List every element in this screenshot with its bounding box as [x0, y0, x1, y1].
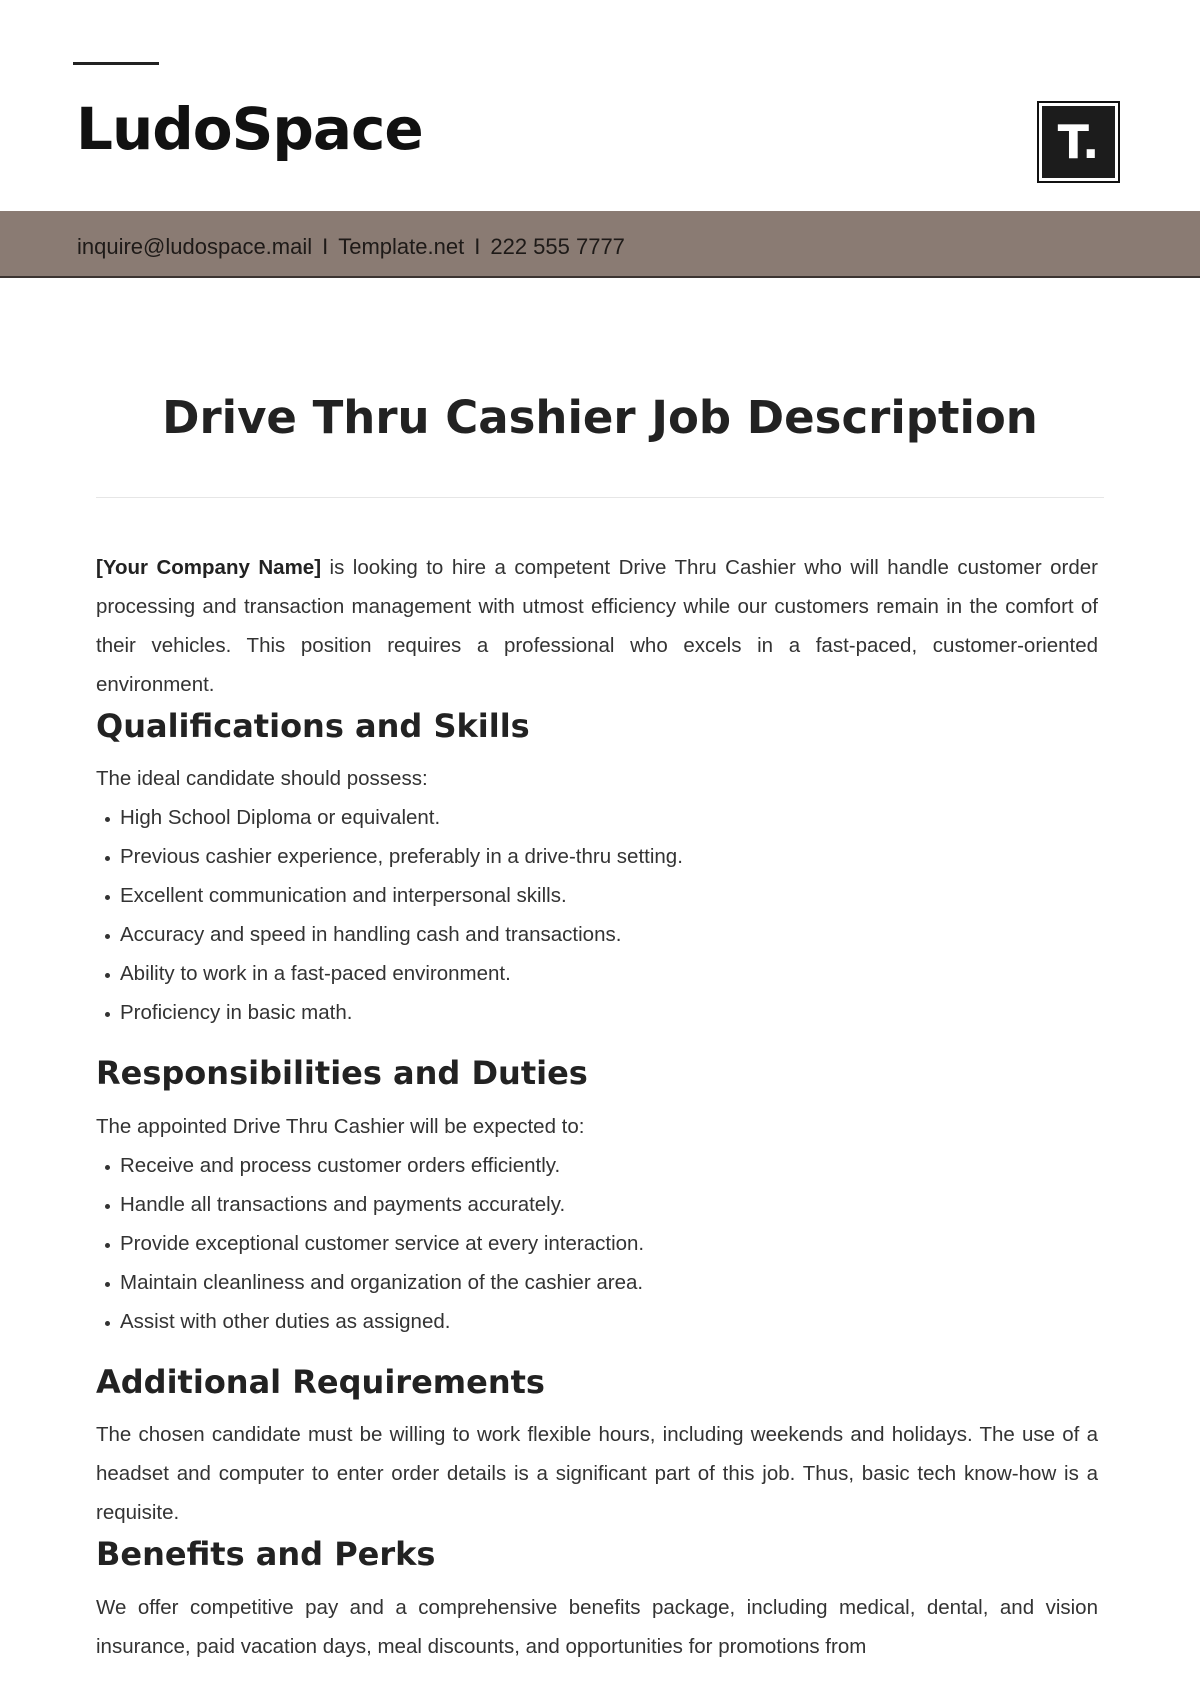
list-item: Proficiency in basic math. [96, 993, 1098, 1032]
contact-band [0, 211, 1200, 278]
section-heading-benefits: Benefits and Perks [96, 1535, 436, 1574]
list-item: Provide exceptional customer service at every interaction. [96, 1224, 1098, 1263]
contact-separator: I [322, 234, 329, 259]
title-divider [96, 497, 1104, 498]
brand-name: LudoSpace [76, 95, 423, 163]
company-name-placeholder: [Your Company Name] [96, 556, 322, 579]
contact-website: Template.net [338, 234, 465, 259]
document-body [96, 548, 1098, 1666]
list-item: Previous cashier experience, preferably in a drive-thru setting. [96, 837, 1098, 876]
contact-line [77, 234, 625, 260]
list-item: Excellent communication and interpersonal skills. [96, 876, 1098, 915]
list-item: Handle all transactions and payments accurately. [96, 1185, 1098, 1224]
section-heading-qualifications: Qualifications and Skills [96, 707, 530, 745]
list-item: High School Diploma or equivalent. [96, 798, 1098, 837]
list-item: Assist with other duties as assigned. [96, 1302, 1098, 1341]
intro-text: is looking to hire a competent Drive Thru Cashier who will handle customer order processing and transaction management with utmost efficiency while our customers remain in the comfort of their vehicles. This position requires a professional who excels in a fast-paced, customer-oriented environment. [96, 556, 1098, 696]
qualifications-intro: The ideal candidate should possess: [96, 767, 428, 791]
intro-paragraph [96, 548, 1098, 704]
benefits-text: We offer competitive pay and a comprehensive benefits package, including medical, dental, and vision insurance, paid vacation days, meal discounts, and opportunities for promotions from [96, 1595, 1098, 1658]
responsibilities-intro: The appointed Drive Thru Cashier will be expected to: [96, 1114, 585, 1138]
template-logo-icon: T. [1042, 106, 1115, 178]
section-heading-responsibilities: Responsibilities and Duties [96, 1054, 588, 1093]
qualifications-list [96, 798, 1098, 1032]
list-item: Receive and process customer orders efficiently. [96, 1146, 1098, 1185]
header-top-rule [73, 62, 159, 65]
list-item: Maintain cleanliness and organization of the cashier area. [96, 1263, 1098, 1302]
section-heading-additional: Additional Requirements [96, 1362, 545, 1401]
contact-separator: I [474, 234, 481, 259]
list-item: Ability to work in a fast-paced environment. [96, 954, 1098, 993]
template-logo [1037, 101, 1120, 183]
responsibilities-list [96, 1146, 1098, 1341]
contact-email: inquire@ludospace.mail [77, 234, 313, 259]
list-item: Accuracy and speed in handling cash and transactions. [96, 915, 1098, 954]
additional-requirements-text: The chosen candidate must be willing to work flexible hours, including weekends and holidays. The use of a headset and computer to enter order details is a significant part of this job. Thus, basic tech know-how is a requisite. [96, 1423, 1098, 1525]
contact-phone: 222 555 7777 [490, 234, 625, 259]
document-title: Drive Thru Cashier Job Description [162, 391, 1038, 444]
